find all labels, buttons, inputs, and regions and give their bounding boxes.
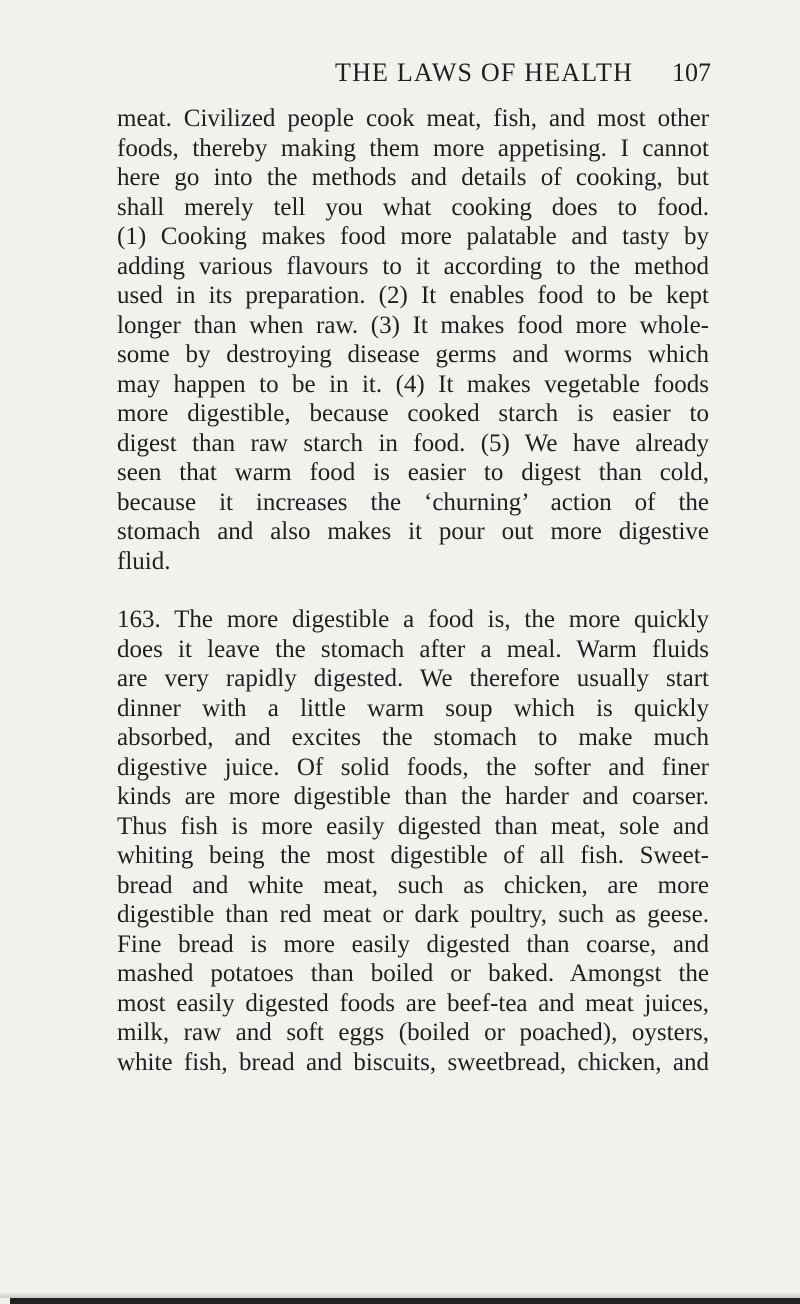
text-line: kinds are more digestible than the harder and coarser. <box>117 783 709 810</box>
page-number: 107 <box>672 58 711 87</box>
text-line: digest than raw starch in food. (5) We have already <box>117 429 709 457</box>
text-line: meat. Civilized people cook meat, fish, and most other <box>117 105 709 132</box>
text-line: digestive juice. Of solid foods, the softer and finer <box>117 753 709 781</box>
text-line: adding various flavours to it according to the method <box>117 252 709 280</box>
text-line: 163. The more digestible a food is, the more quickly <box>117 606 709 633</box>
running-title: THE LAWS OF HEALTH <box>335 58 634 87</box>
text-line: white fish, bread and biscuits, sweetbread, chicken, and <box>117 1048 709 1076</box>
text-line: stomach and also makes it pour out more digestive <box>117 518 709 545</box>
text-line: used in its preparation. (2) It enables food to be kept <box>117 282 709 309</box>
text-line: mashed potatoes than boiled or baked. Amongst the <box>117 960 709 987</box>
text-line: absorbed, and excites the stomach to make much <box>117 724 709 751</box>
paragraph-cooking <box>117 104 709 576</box>
text-line: foods, thereby making them more appetising. I cannot <box>117 134 709 162</box>
running-header <box>0 58 800 92</box>
text-line: seen that warm food is easier to digest than cold, <box>117 459 709 486</box>
text-line: here go into the methods and details of cooking, but <box>117 164 709 191</box>
text-line: Thus fish is more easily digested than meat, sole and <box>117 812 709 840</box>
paragraph-spacing <box>117 576 709 605</box>
text-line: digestible than red meat or dark poultry, such as geese. <box>117 901 709 928</box>
page-bottom-edge <box>10 1298 800 1304</box>
text-line: milk, raw and soft eggs (boiled or poached), oysters, <box>117 1019 709 1046</box>
text-line: because it increases the ‘churning’ action of the <box>117 488 709 516</box>
paragraph-163-digestibility <box>117 605 709 1077</box>
text-line: dinner with a little warm soup which is quickly <box>117 694 709 722</box>
text-line: does it leave the stomach after a meal. Warm fluids <box>117 635 709 663</box>
text-line: bread and white meat, such as chicken, are more <box>117 871 709 899</box>
text-line: more digestible, because cooked starch is easier to <box>117 400 709 427</box>
text-line: some by destroying disease germs and worms which <box>117 341 709 368</box>
body-text <box>117 104 709 1077</box>
text-line: whiting being the most digestible of all fish. Sweet- <box>117 842 709 869</box>
text-line: may happen to be in it. (4) It makes vegetable foods <box>117 370 709 398</box>
text-line: Fine bread is more easily digested than coarse, and <box>117 930 709 958</box>
text-line: are very rapidly digested. We therefore usually start <box>117 665 709 692</box>
text-line: longer than when raw. (3) It makes food more whole- <box>117 311 709 339</box>
text-line: shall merely tell you what cooking does to food. <box>117 193 709 221</box>
text-line: fluid. <box>117 547 171 575</box>
text-line: (1) Cooking makes food more palatable and tasty by <box>117 223 709 250</box>
text-line: most easily digested foods are beef-tea and meat juices, <box>117 989 709 1017</box>
